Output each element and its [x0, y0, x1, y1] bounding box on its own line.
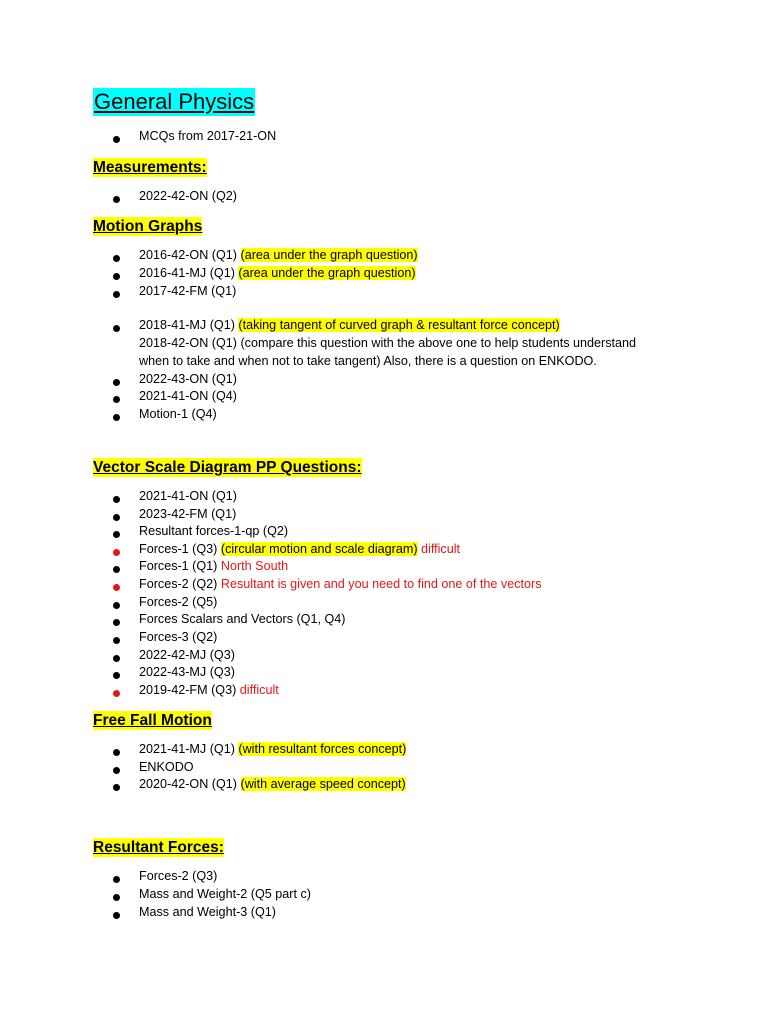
- section-heading-free-fall: Free Fall Motion: [93, 712, 212, 729]
- highlighted-note: (taking tangent of curved graph & resultant force concept): [238, 318, 560, 332]
- bullet-icon: [113, 325, 120, 332]
- list-item: [139, 317, 560, 335]
- item-text: Forces-1 (Q1): [139, 559, 221, 573]
- red-comment: Resultant is given and you need to find one of the vectors: [220, 577, 542, 591]
- list-item: Forces-2 (Q3): [139, 869, 218, 883]
- bullet-icon: [113, 136, 120, 143]
- bullet-icon: [113, 672, 120, 679]
- list-item: Resultant forces-1-qp (Q2): [139, 524, 289, 538]
- list-item: Forces-2 (Q5): [139, 595, 218, 609]
- item-text: 2020-42-ON (Q1): [139, 777, 241, 791]
- list-item: 2017-42-FM (Q1): [139, 284, 237, 298]
- bullet-icon: [113, 396, 120, 403]
- bullet-icon: [113, 514, 120, 521]
- highlighted-note: (area under the graph question): [240, 248, 418, 262]
- list-item: 2022-42-MJ (Q3): [139, 648, 235, 662]
- list-item: 2022-42-ON (Q2): [139, 189, 237, 203]
- bullet-icon: [113, 876, 120, 883]
- list-item: 2022-43-ON (Q1): [139, 372, 237, 386]
- bullet-icon: [113, 255, 120, 262]
- item-text: Forces-2 (Q2): [139, 577, 221, 591]
- list-item: [139, 247, 418, 265]
- bullet-icon: [113, 912, 120, 919]
- red-bullet-icon: [113, 690, 120, 697]
- list-item: [139, 541, 460, 559]
- bullet-icon: [113, 894, 120, 901]
- list-item: [139, 741, 406, 759]
- bullet-icon: [113, 414, 120, 421]
- bullet-icon: [113, 749, 120, 756]
- item-text: Forces-1 (Q3): [139, 542, 221, 556]
- highlighted-note: (with average speed concept): [240, 777, 406, 791]
- red-bullet-icon: [113, 584, 120, 591]
- bullet-icon: [113, 767, 120, 774]
- section-heading-vector-scale: Vector Scale Diagram PP Questions:: [93, 459, 362, 476]
- bullet-icon: [113, 291, 120, 298]
- highlighted-note: (area under the graph question): [238, 266, 416, 280]
- item-text: 2016-41-MJ (Q1): [139, 266, 239, 280]
- red-bullet-icon: [113, 549, 120, 556]
- list-item: [139, 682, 279, 700]
- list-item: Forces Scalars and Vectors (Q1, Q4): [139, 612, 346, 626]
- bullet-icon: [113, 566, 120, 573]
- document-title: General Physics: [94, 89, 255, 114]
- bullet-icon: [113, 619, 120, 626]
- list-item: Mass and Weight-2 (Q5 part c): [139, 887, 311, 901]
- item-text: 2018-41-MJ (Q1): [139, 318, 239, 332]
- bullet-icon: [113, 531, 120, 538]
- list-item: [139, 558, 288, 576]
- list-item: 2021-41-ON (Q1): [139, 489, 237, 503]
- list-item: Motion-1 (Q4): [139, 407, 217, 421]
- bullet-icon: [113, 784, 120, 791]
- list-item-continuation: when to take and when not to take tangent) Also, there is a question on ENKODO.: [139, 354, 597, 368]
- item-text: 2016-42-ON (Q1): [139, 248, 241, 262]
- list-item: [139, 576, 542, 594]
- list-item: [139, 776, 406, 794]
- highlighted-note: (with resultant forces concept): [238, 742, 407, 756]
- section-heading-measurements: Measurements:: [93, 159, 207, 176]
- bullet-icon: [113, 496, 120, 503]
- list-item-continuation: 2018-42-ON (Q1) (compare this question with the above one to help students understand: [139, 336, 637, 350]
- list-item: [139, 265, 416, 283]
- list-item: Forces-3 (Q2): [139, 630, 218, 644]
- bullet-icon: [113, 602, 120, 609]
- section-heading-resultant-forces: Resultant Forces:: [93, 839, 224, 856]
- highlighted-note: (circular motion and scale diagram): [220, 542, 418, 556]
- list-item: Mass and Weight-3 (Q1): [139, 905, 276, 919]
- bullet-icon: [113, 637, 120, 644]
- item-text: 2019-42-FM (Q3): [139, 683, 240, 697]
- bullet-icon: [113, 379, 120, 386]
- bullet-icon: [113, 196, 120, 203]
- list-item: ENKODO: [139, 760, 194, 774]
- list-item: 2022-43-MJ (Q3): [139, 665, 235, 679]
- section-heading-motion-graphs: Motion Graphs: [93, 218, 203, 235]
- intro-item: MCQs from 2017-21-ON: [139, 129, 277, 143]
- red-comment: North South: [220, 559, 289, 573]
- red-comment: difficult: [417, 542, 461, 556]
- list-item: 2021-41-ON (Q4): [139, 389, 237, 403]
- red-comment: difficult: [239, 683, 279, 697]
- bullet-icon: [113, 273, 120, 280]
- item-text: 2021-41-MJ (Q1): [139, 742, 239, 756]
- bullet-icon: [113, 655, 120, 662]
- list-item: 2023-42-FM (Q1): [139, 507, 237, 521]
